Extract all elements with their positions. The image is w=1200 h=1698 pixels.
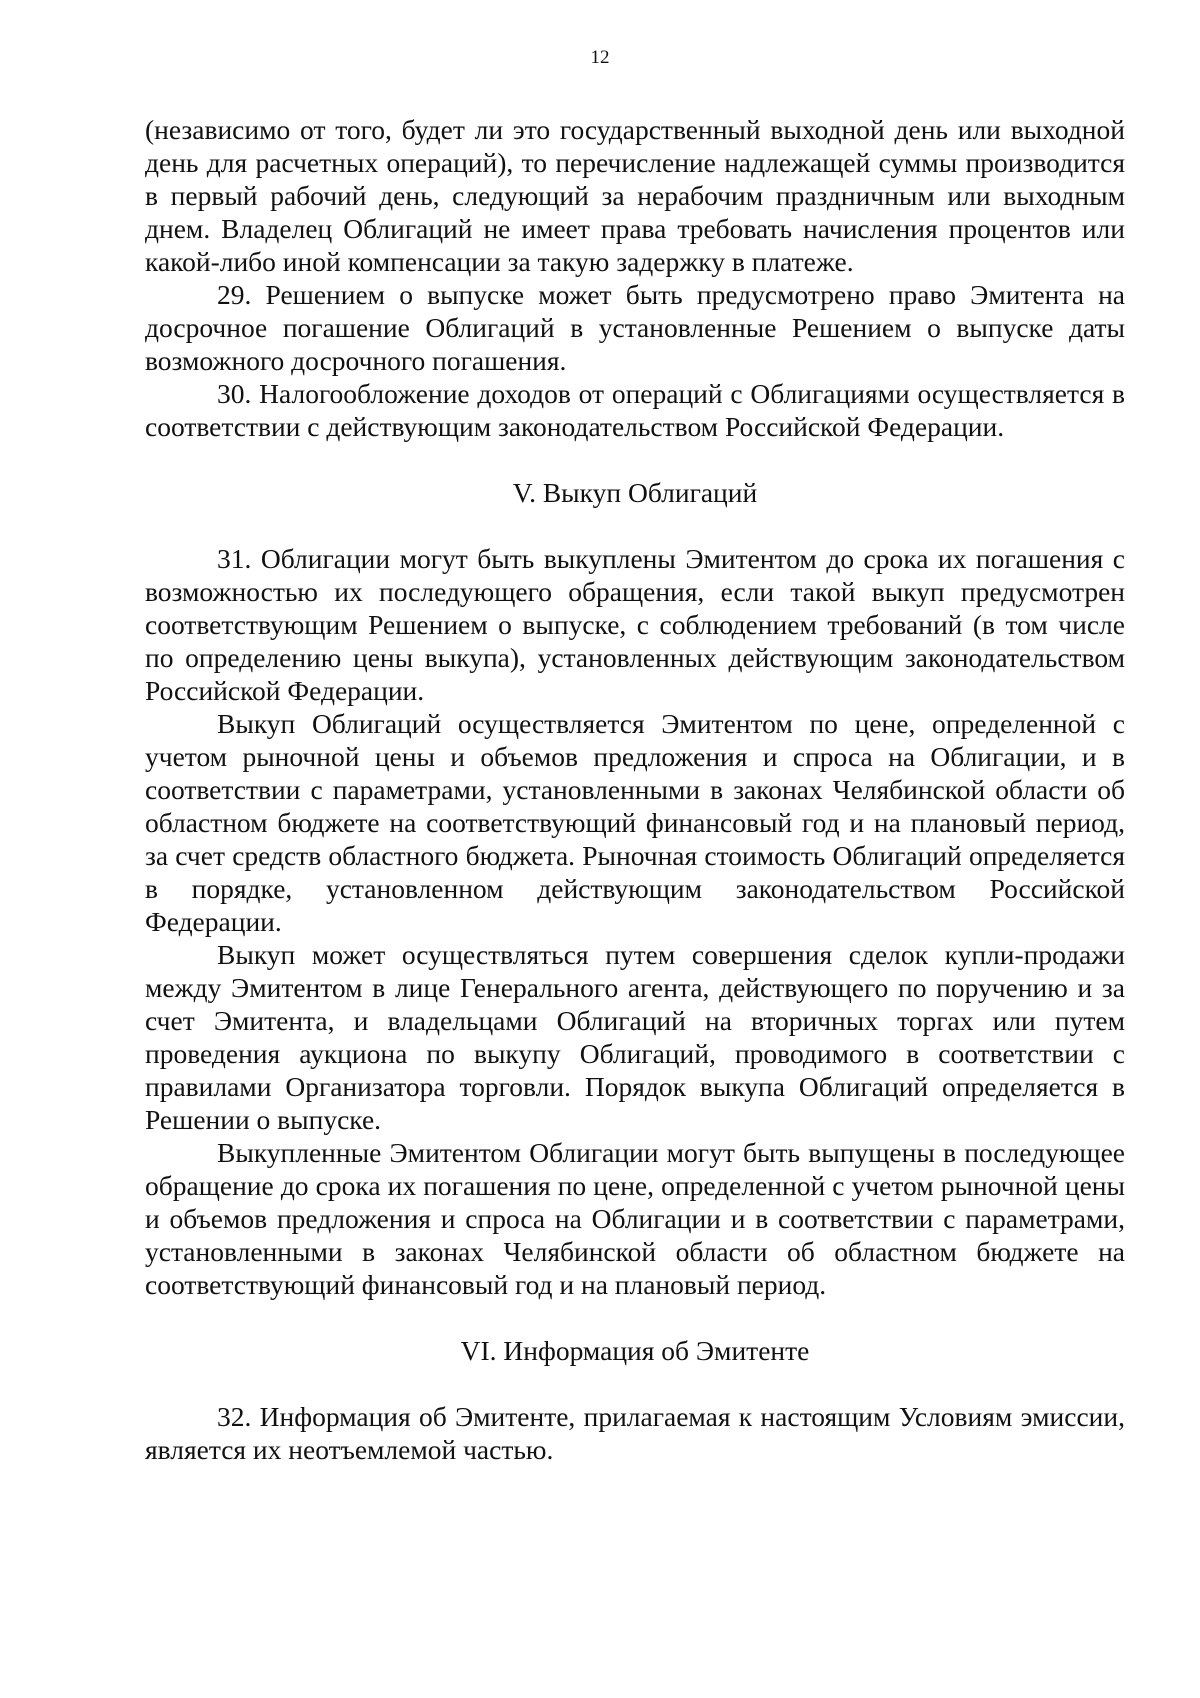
paragraph-continuation: (независимо от того, будет ли это государственный выходной день или выходной день для расчетных операций), то перечисление надлежащей суммы производится в первый рабочий день, следующий за нерабочим праздничным или выходным днем. Владелец Облигаций не имеет права требовать начисления процентов или какой-либо иной компенсации за такую задержку в платеже. [145, 114, 1125, 277]
paragraph-29: 29. Решением о выпуске может быть предусмотрено право Эмитента на досрочное погашение Облигаций в установленные Решением о выпуске даты возможного досрочного погашения. [145, 279, 1125, 376]
paragraph-31-buyback-method: Выкуп может осуществляться путем совершения сделок купли-продажи между Эмитентом в лице Генерального агента, действующего по поручению и за счет Эмитента, и владельцами Облигаций на вторичных торгах или путем проведения аукциона по выкупу Облигаций, проводимого в соответствии с правилами Организатора торговли. Порядок выкупа Облигаций определяется в Решении о выпуске. [145, 939, 1125, 1135]
page-number: 12 [590, 47, 610, 68]
paragraph-32: 32. Информация об Эмитенте, прилагаемая к настоящим Условиям эмиссии, является их неотъемлемой частью. [145, 1401, 1125, 1465]
section-heading-vi: VI. Информация об Эмитенте [460, 1335, 810, 1366]
document-body [145, 113, 1125, 1466]
paragraph-31-reissue: Выкупленные Эмитентом Облигации могут быть выпущены в последующее обращение до срока их погашения по цене, определенной с учетом рыночной цены и объемов предложения и спроса на Облигации и в соответствии с параметрами, установленными в законах Челябинской области об областном бюджете на соответствующий финансовый год и на плановый период. [145, 1137, 1125, 1300]
paragraph-30: 30. Налогообложение доходов от операций с Облигациями осуществляется в соответствии с действующим законодательством Российской Федерации. [145, 378, 1125, 442]
paragraph-31-buyback-price: Выкуп Облигаций осуществляется Эмитентом по цене, определенной с учетом рыночной цены и объемов предложения и спроса на Облигации, и в соответствии с параметрами, установленными в законах Челябинской области об областном бюджете на соответствующий финансовый год и на плановый период, за счет средств областного бюджета. Рыночная стоимость Облигаций определяется в порядке, установленном действующим законодательством Российской Федерации. [145, 708, 1125, 937]
paragraph-31: 31. Облигации могут быть выкуплены Эмитентом до срока их погашения с возможностью их последующего обращения, если такой выкуп предусмотрен соответствующим Решением о выпуске, с соблюдением требований (в том числе по определению цены выкупа), установленных действующим законодательством Российской Федерации. [145, 543, 1125, 706]
section-heading-v: V. Выкуп Облигаций [512, 477, 758, 508]
